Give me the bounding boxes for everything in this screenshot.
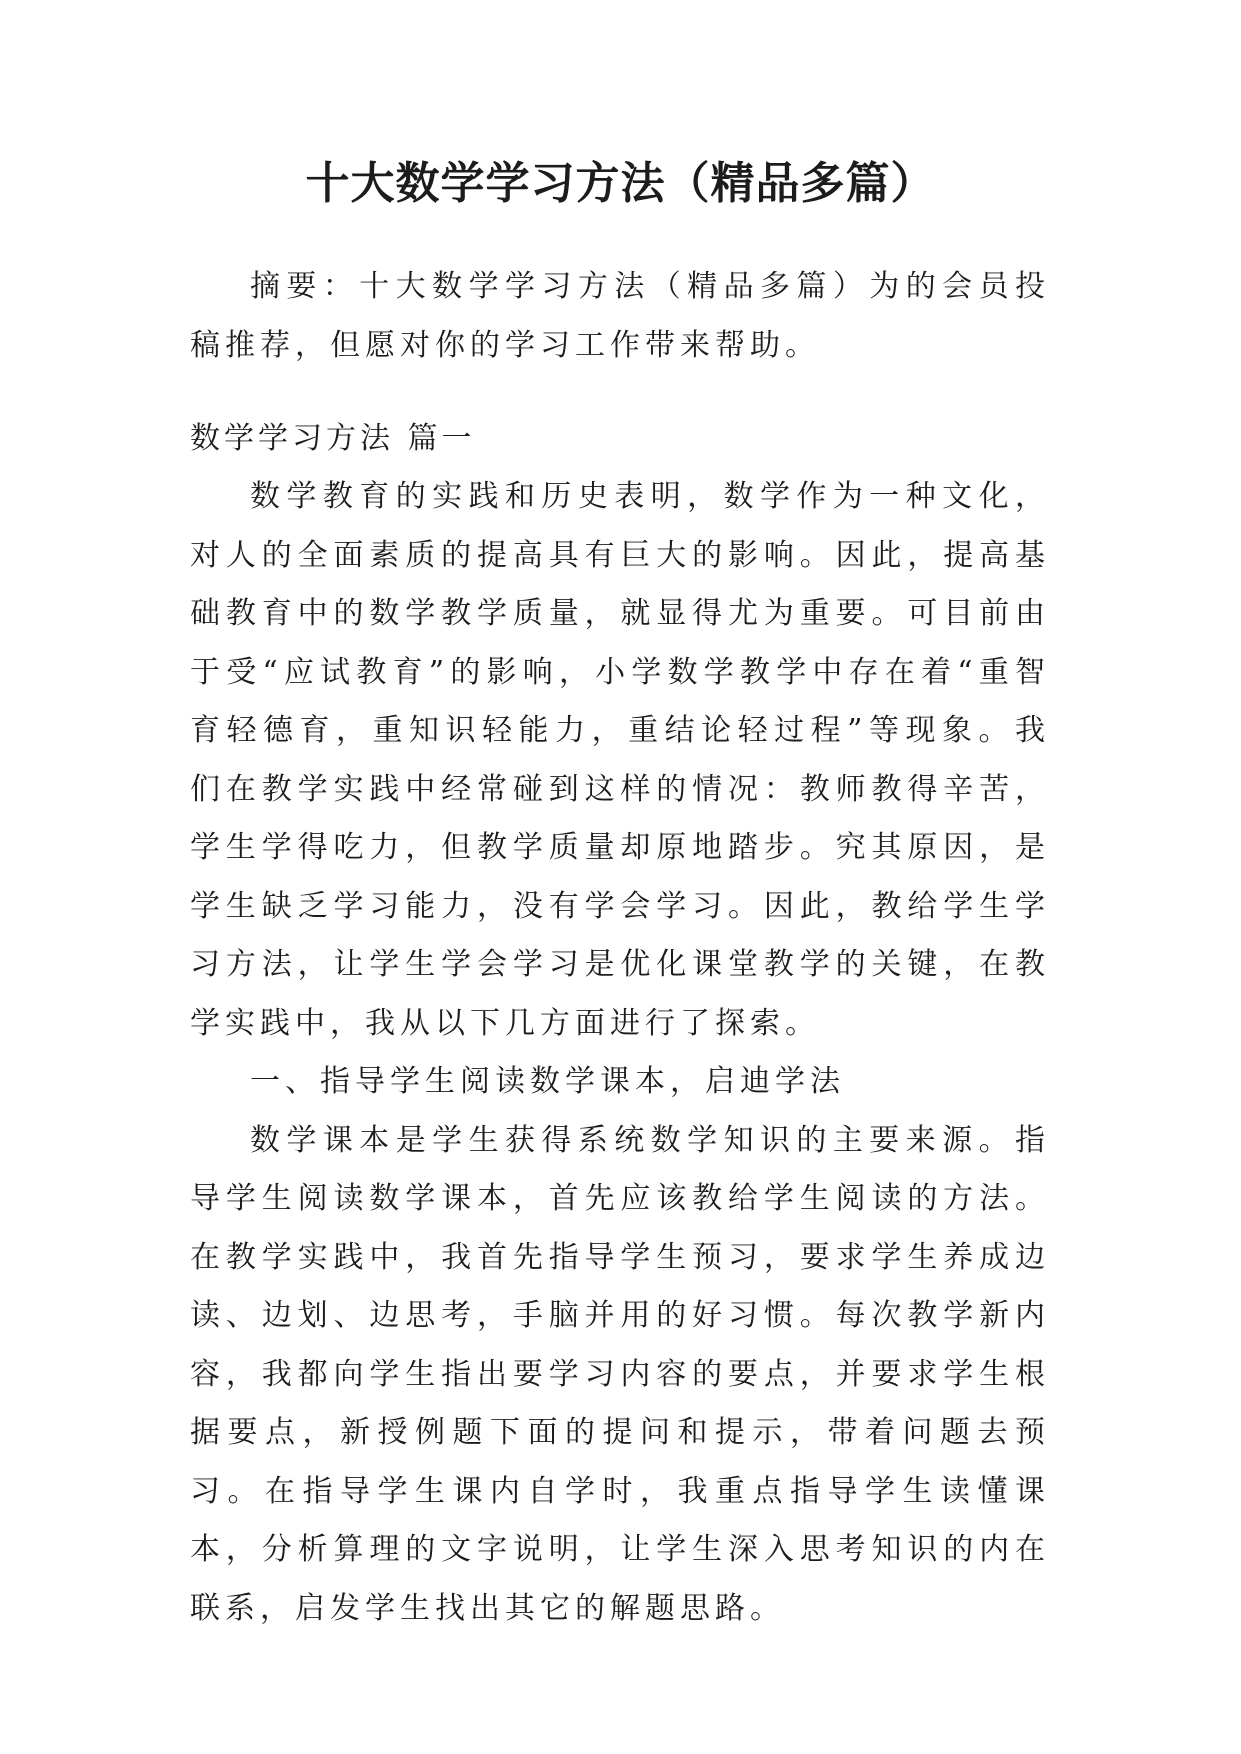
body-paragraph-1: 数学教育的实践和历史表明，数学作为一种文化，对人的全面素质的提高具有巨大的影响。因此，提高基础教育中的数学教学质量，就显得尤为重要。可目前由于受“应试教育”的影响，小学数学教学中存在着“重智育轻德育，重知识轻能力，重结论轻过程”等现象。我们在教学实践中经常碰到这样的情况：教师教得辛苦，学生学得吃力，但教学质量却原地踏步。究其原因，是学生缺乏学习能力，没有学会学习。因此，教给学生学习方法，让学生学会学习是优化课堂教学的关键，在教学实践中，我从以下几方面进行了探索。 — [190, 479, 1050, 1041]
body-text — [190, 468, 1050, 1638]
document-title: 十大数学学习方法（精品多篇） — [305, 158, 936, 209]
abstract-paragraph: 摘要：十大数学学习方法（精品多篇）为的会员投稿推荐，但愿对你的学习工作带来帮助。 — [190, 269, 1050, 363]
section-heading: 数学学习方法 篇一 — [190, 421, 476, 456]
subheading-1: 一、指导学生阅读数学课本，启迪学法 — [250, 1064, 845, 1099]
body-paragraph-2: 数学课本是学生获得系统数学知识的主要来源。指导学生阅读数学课本，首先应该教给学生阅读的方法。在教学实践中，我首先指导学生预习，要求学生养成边读、边划、边思考，手脑并用的好习惯。每次教学新内容，我都向学生指出要学习内容的要点，并要求学生根据要点，新授例题下面的提问和提示，带着问题去预习。在指导学生课内自学时，我重点指导学生读懂课本，分析算理的文字说明，让学生深入思考知识的内在联系，启发学生找出其它的解题思路。 — [190, 1122, 1050, 1626]
